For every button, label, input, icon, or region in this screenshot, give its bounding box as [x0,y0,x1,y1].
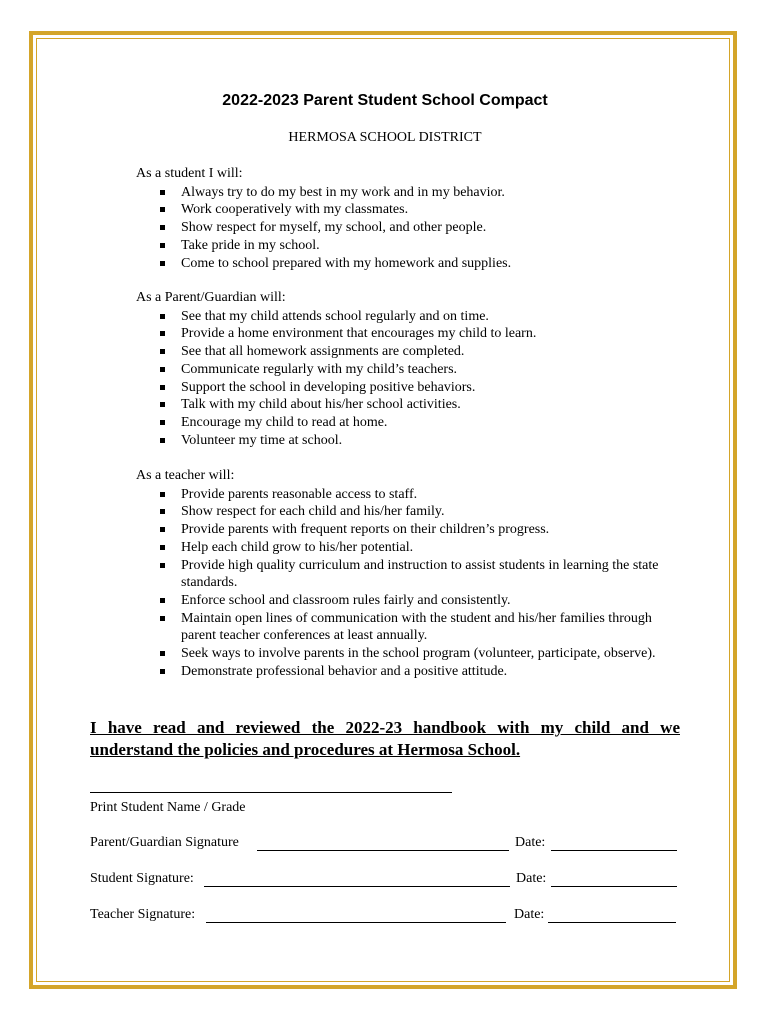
document-title: 2022-2023 Parent Student School Compact [222,92,548,109]
teacher-list [136,486,681,681]
student-date-line[interactable] [551,886,677,887]
student-signature-line[interactable] [204,886,510,887]
student-section [136,165,681,272]
list-item: Support the school in developing positive behaviors. [136,379,681,397]
list-item: Seek ways to involve parents in the school program (volunteer, participate, observe). [136,645,681,663]
list-item: Provide parents reasonable access to staff. [136,486,681,504]
parent-section [136,289,681,449]
parent-signature-row [90,835,680,853]
list-item: See that my child attends school regularly and on time. [136,308,681,326]
student-signature-label: Student Signature: [90,871,194,886]
list-item: Show respect for each child and his/her family. [136,503,681,521]
parent-heading: As a Parent/Guardian will: [136,290,286,305]
student-heading: As a student I will: [136,166,243,181]
district-name: HERMOSA SCHOOL DISTRICT [288,130,482,145]
parent-list [136,308,681,450]
list-item: Show respect for myself, my school, and other people. [136,219,681,237]
list-item: Provide high quality curriculum and instruction to assist students in learning the state standards. [136,557,681,592]
teacher-signature-line[interactable] [206,922,506,923]
list-item: Provide a home environment that encourages my child to learn. [136,325,681,343]
print-name-label: Print Student Name / Grade [90,800,246,815]
acknowledgement-statement: I have read and reviewed the 2022-23 handbook with my child and we understand the policies and procedures at Hermosa School. [90,718,680,759]
teacher-signature-label: Teacher Signature: [90,907,196,922]
list-item: Volunteer my time at school. [136,432,681,450]
student-name-line[interactable] [90,792,452,793]
teacher-date-label: Date: [514,907,545,922]
list-item: Always try to do my best in my work and in my behavior. [136,184,681,202]
list-item: Provide parents with frequent reports on their children’s progress. [136,521,681,539]
list-item: See that all homework assignments are completed. [136,343,681,361]
teacher-section [136,467,681,680]
list-item: Communicate regularly with my child’s teachers. [136,361,681,379]
list-item: Take pride in my school. [136,237,681,255]
teacher-heading: As a teacher will: [136,468,235,483]
parent-signature-line[interactable] [257,850,509,851]
list-item: Help each child grow to his/her potential. [136,539,681,557]
parent-date-line[interactable] [551,850,677,851]
list-item: Encourage my child to read at home. [136,414,681,432]
teacher-signature-row [90,907,680,925]
student-signature-row [90,871,680,889]
list-item: Talk with my child about his/her school activities. [136,396,681,414]
student-date-label: Date: [516,871,547,886]
parent-signature-label: Parent/Guardian Signature [90,835,239,850]
list-item: Enforce school and classroom rules fairly and consistently. [136,592,681,610]
list-item: Work cooperatively with my classmates. [136,201,681,219]
list-item: Maintain open lines of communication with the student and his/her families through parent teacher conferences at least annually. [136,610,681,645]
parent-date-label: Date: [515,835,546,850]
list-item: Demonstrate professional behavior and a positive attitude. [136,663,681,681]
student-list [136,184,681,273]
list-item: Come to school prepared with my homework and supplies. [136,255,681,273]
teacher-date-line[interactable] [548,922,676,923]
